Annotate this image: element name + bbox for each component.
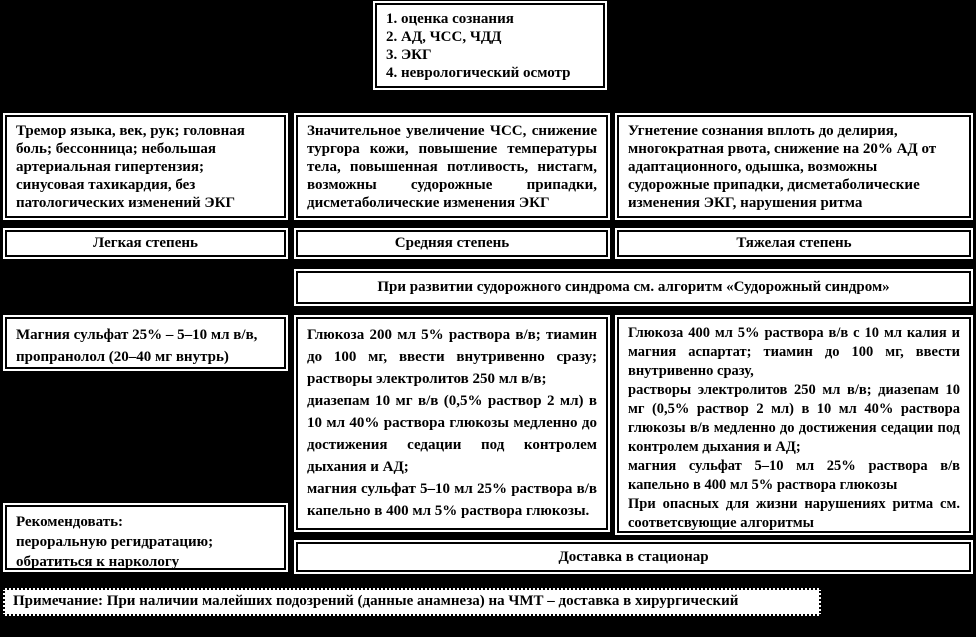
severity-label-severe: Тяжелая степень: [617, 230, 971, 257]
assessment-box: [375, 3, 605, 88]
text-line: 1. оценка сознания: [386, 11, 514, 27]
severity-label-mild: Легкая степень: [5, 230, 286, 257]
text-line: магния сульфат 5–10 мл 25% раствора в/в капельно в 400 мл 5% раствора глюкозы: [628, 458, 960, 493]
treatment-severe-box: [617, 317, 971, 533]
text-line: При опасных для жизни нарушениях ритма см. соответсвующие алгоритмы: [628, 496, 960, 531]
seizure-syndrome-note-box: При развитии судорожного синдрома см. алгоритм «Судорожный синдром»: [296, 271, 971, 304]
severity-label-moderate: Средняя степень: [296, 230, 608, 257]
recommendation-box: [5, 505, 286, 570]
text-line: магния сульфат 5–10 мл 25% раствора в/в капельно в 400 мл 5% раствора глюкозы.: [307, 481, 597, 519]
text-line: растворы электролитов 250 мл в/в; диазепам 10 мг (0,5% раствор 2 мл) в 10 мл 40% раствора глюкозы в/в медленно до достижения седации под контролем дыхания и АД;: [628, 382, 960, 455]
text-line: 2. АД, ЧСС, ЧДД: [386, 29, 502, 45]
text-line: 4. неврологический осмотр: [386, 65, 571, 81]
text-line: 3. ЭКГ: [386, 47, 432, 63]
symptoms-moderate-box: Значительное увеличение ЧСС, снижение тургора кожи, повышение температуры тела, повышенная потливость, нистагм, возможны судорожные припадки, дисметаболические изменения ЭКГ: [296, 115, 608, 218]
text-line: Глюкоза 400 мл 5% раствора в/в с 10 мл калия и магния аспартат; тиамин до 100 мг, ввести внутривенно сразу,: [628, 325, 960, 379]
symptoms-severe-box: Угнетение сознания вплоть до делирия, многократная рвота, снижение на 20% АД от адаптационного, одышка, возможны судорожные припадки, дисметаболические изменения ЭКГ, нарушения ритма: [617, 115, 971, 218]
text-line: обратиться к наркологу: [16, 554, 180, 570]
text-line: диазепам 10 мг в/в (0,5% раствор 2 мл) в 10 мл 40% раствора глюкозы медленно до достижения седации под контролем дыхания и АД;: [307, 393, 597, 475]
footnote-box: Примечание: При наличии малейших подозрений (данные анамнеза) на ЧМТ – доставка в хирургический стационар: [3, 588, 821, 616]
text-line: пропранолол (20–40 мг внутрь): [16, 349, 229, 365]
text-line: Магния сульфат 25% – 5–10 мл в/в,: [16, 327, 258, 343]
treatment-mild-box: [5, 317, 286, 369]
text-line: Рекомендовать:: [16, 514, 124, 530]
symptoms-mild-box: Тремор языка, век, рук; головная боль; бессонница; небольшая артериальная гипертензия; синусовая тахикардия, без патологических изменений ЭКГ: [5, 115, 286, 218]
treatment-moderate-box: [296, 317, 608, 530]
hospital-transfer-box: Доставка в стационар: [296, 542, 971, 572]
text-line: Глюкоза 200 мл 5% раствора в/в; тиамин до 100 мг, ввести внутривенно сразу; растворы электролитов 250 мл в/в;: [307, 327, 597, 387]
text-line: пероральную регидратацию;: [16, 534, 214, 550]
